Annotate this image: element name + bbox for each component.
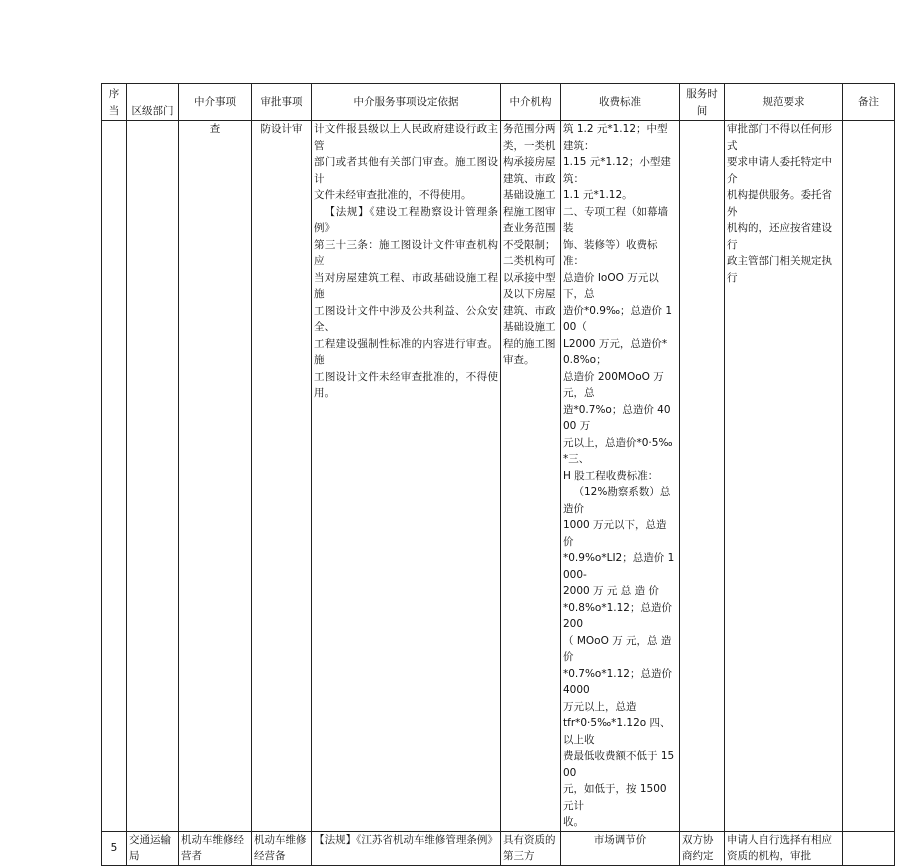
basis-line: 文件未经审查批准的，不得使用。 [314,189,472,201]
row4-service-time [680,121,725,832]
fee-line: *0.7%o*1.12；总造价 4000 [563,667,672,696]
fee-line: 2000 万 元 总 造 价 [563,585,659,597]
basis-line: 工图设计文件未经审查批准的，不得使用。 [314,370,498,399]
basis-line: 工程建设强制性标准的内容进行审查。施 [314,337,498,366]
fee-line: 1.1 元*1.12。 [563,189,633,201]
fee-line: *0.9%o*LI2；总造价 1000- [563,552,675,581]
basis-line: 工图设计文件中涉及公共利益、公众安全、 [314,304,498,333]
row4-remark [843,121,895,832]
basis-line: 计文件报县级以上人民政府建设行政主管 [314,123,498,152]
row5-fee: 市场调节价 [561,831,680,865]
header-service-time: 服务时间 [680,84,725,121]
agency-line: 基础设施工 [503,321,556,333]
row5-service-time: 双方协商约定 [680,831,725,865]
fee-line: 造*0.7%o；总造价 4000 万 [563,403,671,432]
fee-line: 收。 [563,816,584,828]
basis-line: 当对房屋建筑工程、市政基础设施工程施 [314,271,498,300]
row4-requirements [725,121,843,832]
requirements-line: 机构的，还应按省建设行 [727,222,832,251]
agency-line: 查业务范围 [503,222,556,234]
agency-line: 类，一类机 [503,139,556,152]
row4-fee [561,121,680,832]
header-requirements: 规范要求 [725,84,843,121]
basis-line: 【法规】《建设工程勘察设计管理条例》 [314,205,498,234]
fee-line: 总造价 IoOO 万元以下，总 [563,271,659,300]
fee-line: *0.8%o*1.12；总造价 200 [563,601,672,630]
fee-line: 元，如低于，按 1500 元计 [563,783,667,812]
row4-seq [102,121,127,832]
agency-line: 审查。 [503,354,535,366]
requirements-line: 政主管部门相关规定执行 [727,255,832,284]
agency-line: 程施工图审 [503,205,556,218]
intermediary-service-table [101,83,895,866]
fee-line: 元以上，总造价*0·5‰*三、 [563,436,673,465]
row5-agency: 具有资质的第三方 [501,831,561,865]
agency-line: 建筑、市政 [503,304,556,317]
table-row [102,831,895,865]
fee-line: 万元以上，总造 [563,700,637,713]
fee-line: （ MOoO 万 元，总 造 价 [563,634,672,663]
agency-line: 务范围分两 [503,123,556,135]
header-approval-item: 审批事项 [252,84,312,121]
row4-agency-item: 查 [179,121,252,832]
header-agency-item: 中介事项 [179,84,252,121]
fee-line: H 股工程收费标准： [563,469,659,482]
fee-line: 1.15 元*1.12；小型建筑： [563,156,671,185]
fee-line: （12%勘察系数）总造价 [563,486,671,515]
agency-line: 二类机构可 [503,255,556,267]
row5-dept: 交通运输局 [127,831,179,865]
table-row [102,121,895,832]
fee-line: 费最低收费额不低于 1500 [563,750,675,779]
row5-basis: 【法规】《江苏省机动车维修管理条例》 [312,831,501,865]
row4-basis [312,121,501,832]
fee-line: 造价*0.9‰；总造价 100（ [563,304,673,333]
agency-line: 以承接中型 [503,271,556,284]
table-header-row [102,84,895,121]
requirements-line: 机构提供服务。委托省外 [727,189,832,218]
fee-line: 筑 1.2 元*1.12；中型建筑： [563,123,668,152]
fee-line: 1000 万元以下，总造价 [563,519,667,548]
row5-remark [843,831,895,865]
row5-seq: 5 [102,831,127,865]
row4-approval-item: 防设计审 [252,121,312,832]
row4-agency [501,121,561,832]
fee-line: L2000 万元，总造价*0.8%o； [563,337,668,366]
agency-line: 建筑、市政 [503,172,556,185]
requirements-line: 审批部门不得以任何形式 [727,123,832,152]
fee-line: 饰、装修等）收费标准： [563,238,658,267]
agency-line: 构承接房屋 [503,156,556,168]
fee-line: 总造价 200MOoO 万元，总 [563,370,664,399]
row5-requirements: 申请人自行选择有相应资质的机构，审批 [725,831,843,865]
basis-line: 部门或者其他有关部门审查。施工图设计 [314,156,498,185]
agency-line: 基础设施工 [503,189,556,201]
fee-line: 二、专项工程（如幕墙装 [563,205,668,234]
basis-line: 第三十三条：施工图设计文件审查机构应 [314,238,498,267]
header-fee: 收费标准 [561,84,680,121]
header-agency: 中介机构 [501,84,561,121]
fee-line: tfr*0·5‰*1.12o 四、以上收 [563,717,671,746]
header-seq: 序当 [102,84,127,121]
agency-line: 及以下房屋 [503,288,556,300]
header-dept: 区级部门 [127,84,179,121]
requirements-line: 要求申请人委托特定中介 [727,156,832,185]
row4-dept [127,121,179,832]
agency-line: 程的施工图 [503,337,556,350]
header-basis: 中介服务事项设定依据 [312,84,501,121]
header-remark: 备注 [843,84,895,121]
row5-agency-item: 机动车维修经营者 [179,831,252,865]
row5-approval-item: 机动车维修经营备 [252,831,312,865]
agency-line: 不受限制； [503,238,556,251]
